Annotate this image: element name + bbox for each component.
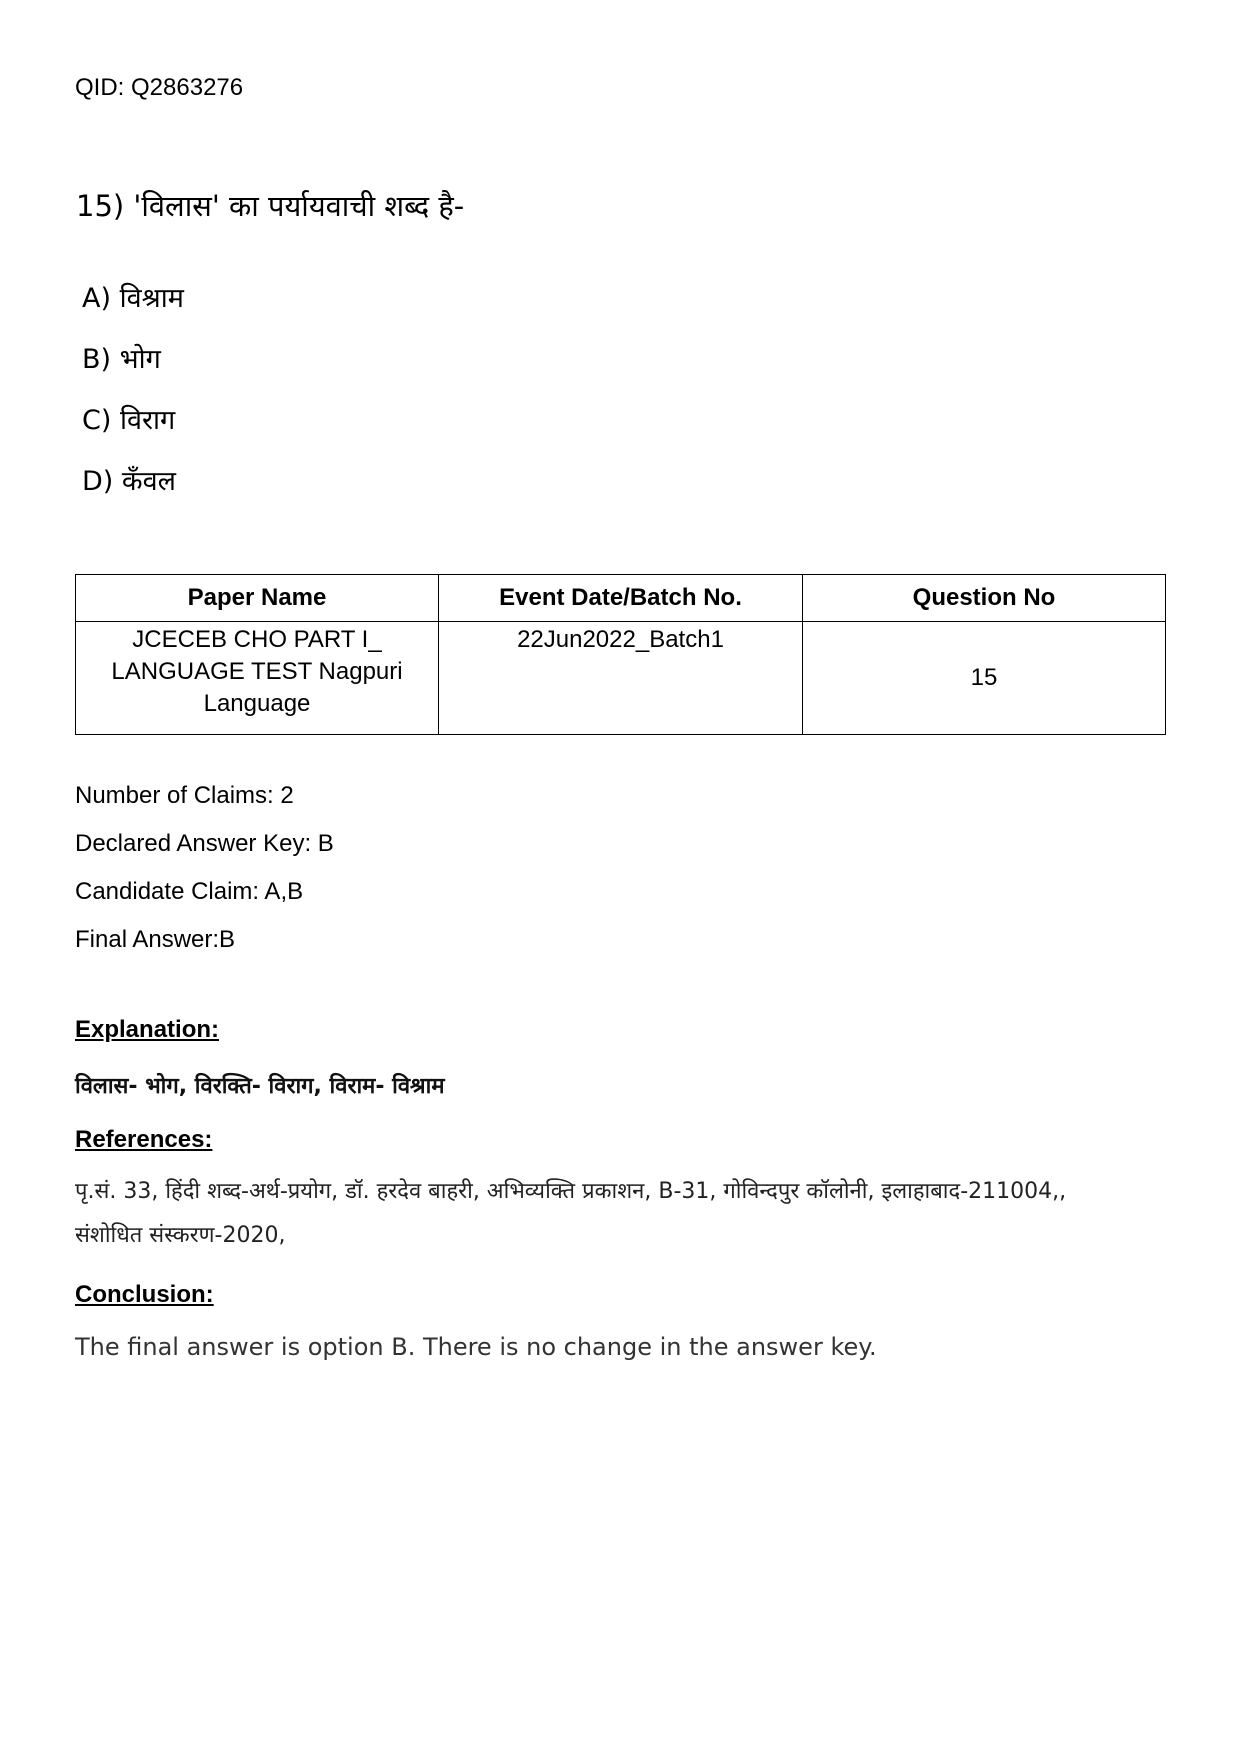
candidate-claim: Candidate Claim: A,B — [75, 878, 304, 905]
option-d: D) कँवल — [82, 466, 176, 497]
paper-info-table — [75, 574, 1166, 735]
option-c: C) विराग — [82, 405, 176, 436]
conclusion-text: The final answer is option B. There is no change in the answer key. — [75, 1333, 877, 1361]
table-row — [76, 622, 1166, 735]
references-heading: References: — [75, 1126, 213, 1153]
cell-event-date: 22Jun2022_Batch1 — [439, 622, 803, 735]
question-text: 15) 'विलास' का पर्यायवाची शब्द है- — [76, 189, 465, 223]
qid-label: QID: Q2863276 — [75, 74, 244, 101]
claim-summary — [75, 782, 334, 974]
header-question-no: Question No — [803, 575, 1166, 622]
explanation-heading: Explanation: — [75, 1016, 220, 1043]
cell-question-no: 15 — [803, 622, 1166, 735]
explanation-text — [75, 1070, 444, 1100]
references-text: पृ.सं. 33, हिंदी शब्द-अर्थ-प्रयोग, डॉ. हरदेव बाहरी, अभिव्यक्ति प्रकाशन, B-31, गोविन्दपुर कॉलोनी, इलाहाबाद-211004,, संशोधित संस्करण-2020, — [75, 1179, 1067, 1248]
header-event-date: Event Date/Batch No. — [439, 575, 803, 622]
header-paper-name: Paper Name — [76, 575, 439, 622]
declared-answer-key: Declared Answer Key: B — [75, 830, 334, 857]
conclusion-heading: Conclusion: — [75, 1281, 214, 1308]
explanation-body: विलास- भोग, विरक्ति- विराग, विराम- विश्राम — [75, 1074, 445, 1099]
number-of-claims: Number of Claims: 2 — [75, 782, 294, 809]
options-list — [82, 282, 184, 526]
table-header-row — [76, 575, 1166, 622]
final-answer: Final Answer:B — [75, 926, 236, 953]
option-b: B) भोग — [82, 344, 161, 375]
cell-paper-name: JCECEB CHO PART I_ LANGUAGE TEST Nagpuri Language — [76, 622, 439, 735]
option-a: A) विश्राम — [82, 283, 184, 314]
